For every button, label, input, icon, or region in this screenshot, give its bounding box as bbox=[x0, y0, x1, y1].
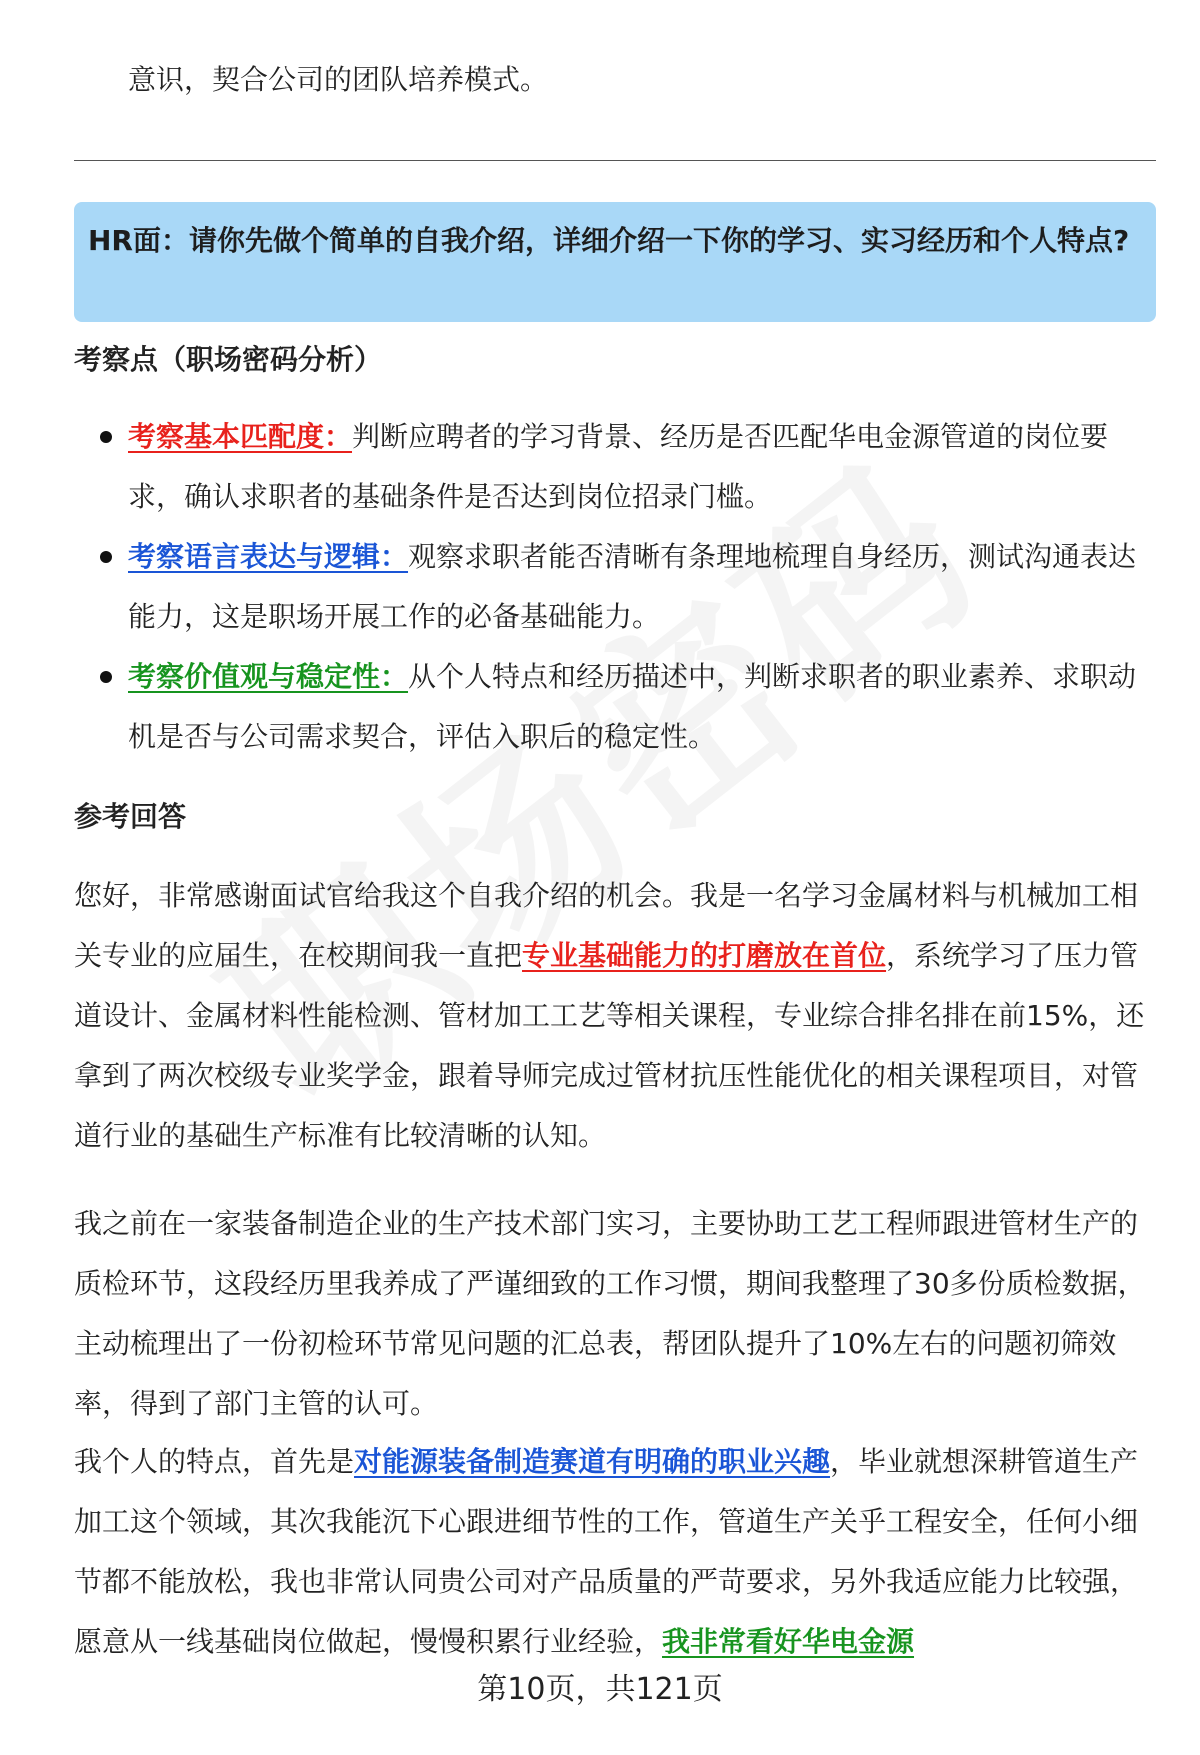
bullet-dot bbox=[100, 551, 112, 563]
bullet-keyword: 考察基本匹配度： bbox=[128, 420, 353, 453]
answer-text: 我个人的特点，首先是 bbox=[74, 1445, 355, 1478]
continued-text: 意识，契合公司的团队培养模式。 bbox=[128, 63, 549, 96]
bullet-keyword: 考察价值观与稳定性： bbox=[128, 660, 409, 693]
answer-paragraph bbox=[74, 866, 1154, 1166]
bullet-item bbox=[128, 527, 1156, 647]
bullet-text: 观察求职者能否清晰有条理地梳理自身经历，测试沟通表达能力，这是职场开展工作的必备基础能力。 bbox=[128, 540, 1137, 633]
bullet-dot bbox=[100, 431, 112, 443]
bullet-text: 判断应聘者的学习背景、经历是否匹配华电金源管道的岗位要求，确认求职者的基础条件是否达到岗位招录门槛。 bbox=[128, 420, 1109, 513]
answer-highlight: 对能源装备制造赛道有明确的职业兴趣 bbox=[354, 1445, 831, 1478]
answer-highlight: 专业基础能力的打磨放在首位 bbox=[522, 939, 887, 972]
bullet-keyword: 考察语言表达与逻辑： bbox=[128, 540, 409, 573]
bullet-item bbox=[128, 407, 1156, 527]
answer-text: ，毕业就想深耕管道生产加工这个领域，其次我能沉下心跟进细节性的工作，管道生产关乎工程安全，任何小细节都不能放松，我也非常认同贵公司对产品质量的严苛要求，另外我适应能力比较强，愿意从一线基础岗位做起，慢慢积累行业经验， bbox=[74, 1445, 1139, 1658]
bullet-text: 从个人特点和经历描述中，判断求职者的职业素养、求职动机是否与公司需求契合，评估入职后的稳定性。 bbox=[128, 660, 1137, 753]
section-divider bbox=[74, 160, 1156, 161]
bullet-item bbox=[128, 647, 1156, 767]
question-box bbox=[74, 202, 1156, 322]
answer-paragraph bbox=[74, 1432, 1154, 1672]
answer-text: ，系统学习了压力管道设计、金属材料性能检测、管材加工工艺等相关课程，专业综合排名排在前15%，还拿到了两次校级专业奖学金，跟着导师完成过管材抗压性能优化的相关课程项目，对管道行业的基础生产标准有比较清晰的认知。 bbox=[74, 939, 1145, 1152]
bullet-dot bbox=[100, 671, 112, 683]
answer-paragraph: 我之前在一家装备制造企业的生产技术部门实习，主要协助工艺工程师跟进管材生产的质检环节，这段经历里我养成了严谨细致的工作习惯，期间我整理了30多份质检数据，主动梳理出了一份初检环节常见问题的汇总表，帮团队提升了10%左右的问题初筛效率，得到了部门主管的认可。 bbox=[74, 1207, 1146, 1420]
question-text: HR面：请你先做个简单的自我介绍，详细介绍一下你的学习、实习经历和个人特点? bbox=[88, 224, 1130, 257]
answer-highlight: 我非常看好华电金源 bbox=[662, 1625, 915, 1658]
analysis-heading: 考察点（职场密码分析） bbox=[74, 343, 383, 376]
answer-text: 您好，非常感谢面试官给我这个自我介绍的机会。我是一名学习金属材料与机械加工相关专业的应届生，在校期间我一直把 bbox=[74, 879, 1139, 972]
page-number: 第10页，共121页 bbox=[477, 1672, 723, 1707]
answer-heading: 参考回答 bbox=[74, 800, 187, 833]
